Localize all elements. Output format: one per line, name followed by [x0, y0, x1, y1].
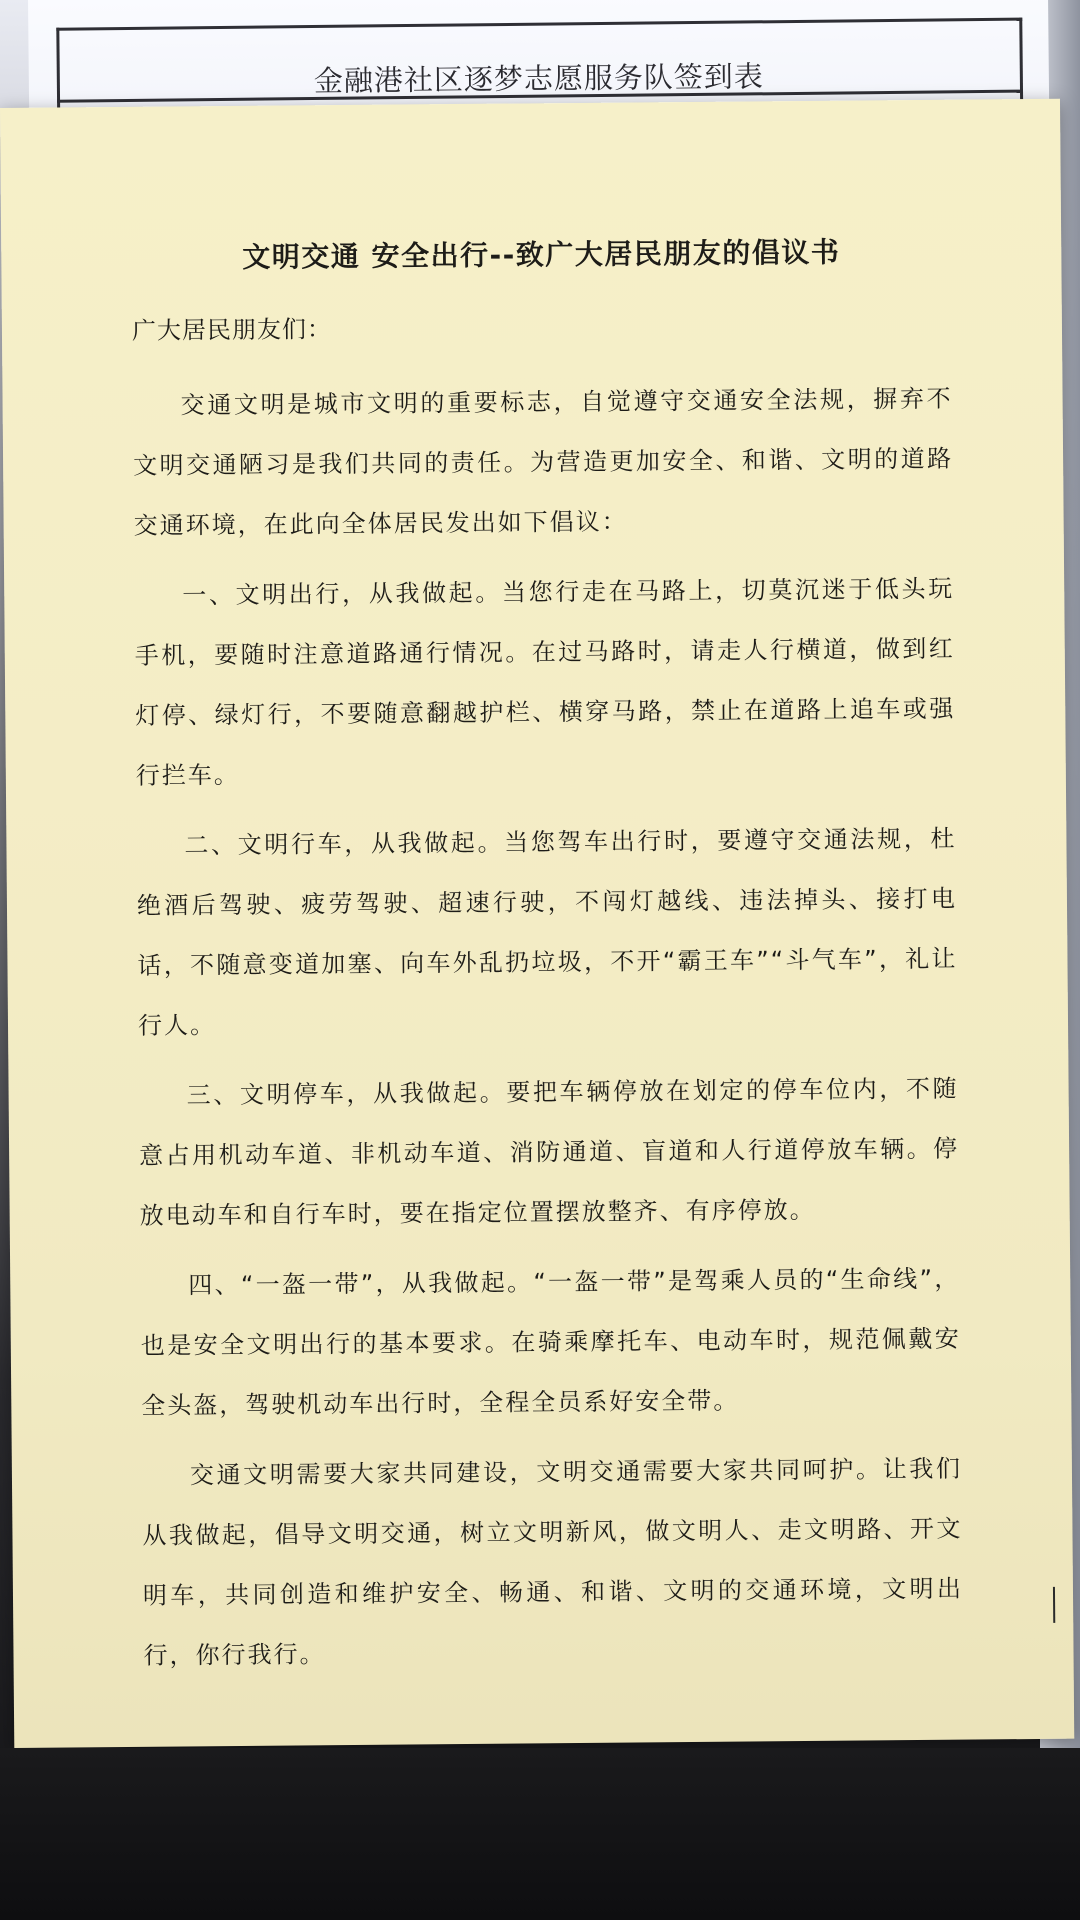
paragraph-walking: 一、文明出行，从我做起。当您行走在马路上，切莫沉迷于低头玩手机，要随时注意道路通行情况。在过马路时，请走人行横道，做到红灯停、绿灯行，不要随意翻越护栏、横穿马路，禁止在道路上追车或强行拦车。 [134, 574, 956, 790]
paragraph-parking: 三、文明停车，从我做起。要把车辆停放在划定的停车位内，不随意占用机动车道、非机动车道、消防通道、盲道和人行道停放车辆。停放电动车和自行车时，要在指定位置摆放整齐、有序停放。 [139, 1074, 960, 1230]
document-body [131, 230, 964, 1696]
page-edge-mark [1053, 1587, 1055, 1623]
table-surface [0, 1748, 1080, 1920]
sign-in-sheet-title: 金融港社区逐梦志愿服务队签到表 [313, 59, 765, 99]
document-title: 文明交通 安全出行--致广大居民朋友的倡议书 [242, 235, 841, 274]
paragraph-intro: 交通文明是城市文明的重要标志，自觉遵守交通安全法规，摒弃不文明交通陋习是我们共同的责任。为营造更加安全、和谐、文明的道路交通环境，在此向全体居民发出如下倡议： [133, 384, 954, 540]
proposal-document-page [0, 99, 1074, 1748]
paragraph-driving: 二、文明行车，从我做起。当您驾车出行时，要遵守交通法规，杜绝酒后驾驶、疲劳驾驶、超速行驶，不闯灯越线、违法掉头、接打电话，不随意变道加塞、向车外乱扔垃圾，不开“霸王车”“斗气车”，礼让行人。 [136, 824, 958, 1040]
paragraph-helmet-belt: 四、“一盔一带”，从我做起。“一盔一带”是驾乘人员的“生命线”，也是安全文明出行的基本要求。在骑乘摩托车、电动车时，规范佩戴安全头盔，驾驶机动车出行时，全程全员系好安全带。 [140, 1264, 961, 1420]
document-salutation: 广大居民朋友们： [131, 315, 333, 345]
paragraph-closing: 交通文明需要大家共同建设，文明交通需要大家共同呵护。让我们从我做起，倡导文明交通，树立文明新风，做文明人、走文明路、开文明车，共同创造和维护安全、畅通、和谐、文明的交通环境，文明出行，你行我行。 [142, 1454, 964, 1670]
